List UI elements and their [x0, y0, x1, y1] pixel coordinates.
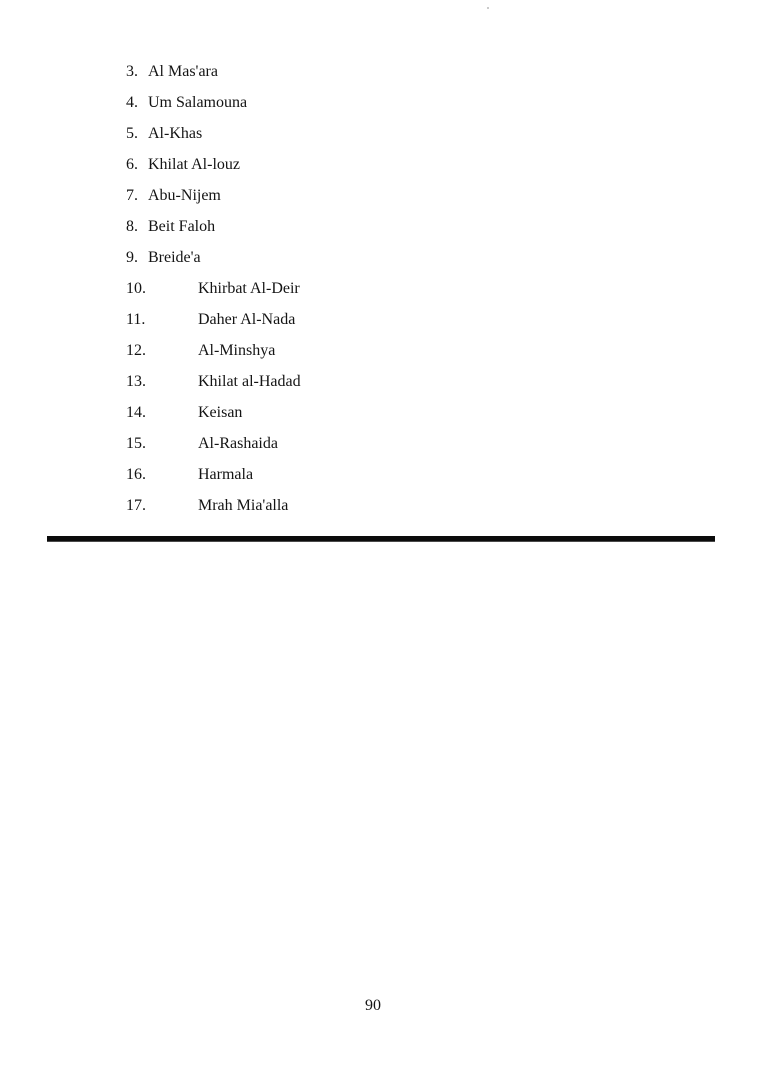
- item-name: Keisan: [198, 404, 243, 421]
- item-number: 16.: [126, 466, 146, 483]
- item-name: Um Salamouna: [148, 94, 248, 111]
- item-number: 3.: [126, 63, 138, 80]
- list-item: [126, 496, 301, 527]
- list-item: [126, 62, 301, 93]
- item-name: Beit Faloh: [148, 218, 216, 235]
- item-name: Abu-Nijem: [148, 187, 221, 204]
- list-item: [126, 465, 301, 496]
- item-name: Al-Rashaida: [198, 435, 278, 452]
- item-name: Al-Minshya: [198, 342, 276, 359]
- list-item: [126, 124, 301, 155]
- list-item: [126, 403, 301, 434]
- item-number: 17.: [126, 497, 146, 514]
- item-name: Khilat Al-louz: [148, 156, 240, 173]
- list-item: [126, 372, 301, 403]
- item-number: 8.: [126, 218, 138, 235]
- item-name: Mrah Mia'alla: [198, 497, 289, 514]
- list-item: [126, 217, 301, 248]
- item-name: Khilat al-Hadad: [198, 373, 301, 390]
- item-number: 4.: [126, 94, 138, 111]
- list-item: [126, 434, 301, 465]
- item-number: 6.: [126, 156, 138, 173]
- item-number: 13.: [126, 373, 146, 390]
- item-name: Daher Al-Nada: [198, 311, 296, 328]
- item-number: 15.: [126, 435, 146, 452]
- horizontal-rule: [47, 536, 715, 542]
- item-number: 7.: [126, 187, 138, 204]
- list-item: [126, 248, 301, 279]
- item-number: 9.: [126, 249, 138, 266]
- item-name: Breide'a: [148, 249, 201, 266]
- list-item: [126, 93, 301, 124]
- village-list: [126, 62, 301, 527]
- item-name: Al Mas'ara: [148, 63, 218, 80]
- item-number: 14.: [126, 404, 146, 421]
- item-number: 5.: [126, 125, 138, 142]
- list-item: [126, 155, 301, 186]
- item-name: Khirbat Al-Deir: [198, 280, 300, 297]
- list-item: [126, 341, 301, 372]
- item-name: Harmala: [198, 466, 254, 483]
- list-item: [126, 186, 301, 217]
- item-number: 10.: [126, 280, 146, 297]
- page-number: 90: [365, 997, 381, 1014]
- scan-artifact-speck: [487, 7, 489, 9]
- list-item: [126, 310, 301, 341]
- item-number: 11.: [126, 311, 146, 328]
- item-number: 12.: [126, 342, 146, 359]
- item-name: Al-Khas: [148, 125, 203, 142]
- list-item: [126, 279, 301, 310]
